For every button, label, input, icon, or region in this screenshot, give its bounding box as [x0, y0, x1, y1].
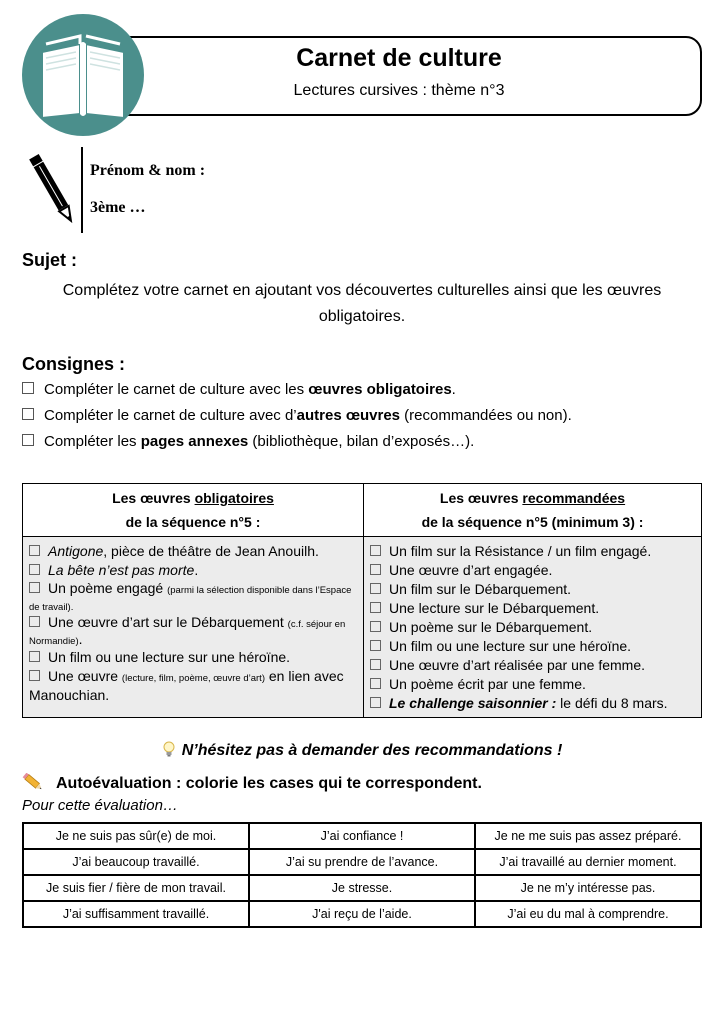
list-item: Une œuvre d’art sur le Débarquement (c.f. séjour en Normandie).	[29, 614, 346, 647]
sujet-heading: Sujet :	[22, 250, 78, 270]
checkbox[interactable]	[370, 545, 381, 556]
eval-cell[interactable]: J'ai reçu de l’aide.	[249, 901, 475, 927]
eval-cell[interactable]: Je ne me suis pas assez préparé.	[475, 823, 701, 849]
table-row	[23, 823, 701, 849]
list-item: Un film ou une lecture sur une héroïne.	[29, 648, 357, 667]
list-item: La bête n’est pas morte.	[29, 561, 357, 580]
obligatoires-header: Les œuvres obligatoires de la séquence n°5 :	[23, 484, 364, 537]
autoeval-intro: Pour cette évaluation…	[22, 797, 178, 814]
list-item: Une œuvre d’art engagée.	[370, 561, 695, 580]
list-item: Un poème engagé (parmi la sélection disponible dans l’Espace de travail).	[29, 580, 352, 613]
autoeval-heading-line	[22, 773, 482, 793]
checkbox[interactable]	[370, 564, 381, 575]
checkbox[interactable]	[370, 678, 381, 689]
checkbox[interactable]	[22, 434, 34, 446]
works-table	[22, 483, 702, 718]
list-item: Une œuvre d’art réalisée par une femme.	[370, 656, 695, 675]
checkbox[interactable]	[370, 659, 381, 670]
list-item: Antigone, pièce de théâtre de Jean Anouilh.	[29, 542, 357, 561]
book-icon	[22, 14, 144, 136]
class-label: 3ème …	[90, 199, 146, 216]
checkbox[interactable]	[370, 640, 381, 651]
pencil-icon	[28, 150, 76, 228]
eval-cell[interactable]: Je ne suis pas sûr(e) de moi.	[23, 823, 249, 849]
checkbox[interactable]	[370, 583, 381, 594]
checkbox[interactable]	[29, 670, 40, 681]
eval-cell[interactable]: J’ai confiance !	[249, 823, 475, 849]
list-item: Une lecture sur le Débarquement.	[370, 599, 695, 618]
eval-cell[interactable]: J’ai travaillé au dernier moment.	[475, 849, 701, 875]
eval-cell[interactable]: J’ai su prendre de l’avance.	[249, 849, 475, 875]
table-row	[23, 875, 701, 901]
checkbox[interactable]	[29, 545, 40, 556]
autoeval-heading: Autoévaluation : colorie les cases qui te correspondent.	[56, 775, 482, 792]
name-label: Prénom & nom :	[90, 162, 206, 179]
lightbulb-icon	[162, 741, 176, 757]
checkbox[interactable]	[29, 616, 40, 627]
list-item: Un film sur le Débarquement.	[370, 580, 695, 599]
checkbox[interactable]	[22, 408, 34, 420]
divider	[81, 147, 83, 233]
pencil-icon	[22, 773, 44, 791]
list-item: Le challenge saisonnier : le défi du 8 mars.	[370, 694, 695, 713]
hint-line: N’hésitez pas à demander des recommandations !	[22, 741, 702, 760]
checkbox[interactable]	[29, 582, 40, 593]
list-item: Un film ou une lecture sur une héroïne.	[370, 637, 695, 656]
page-subtitle: Lectures cursives : thème n°3	[293, 82, 505, 99]
list-item: Un poème sur le Débarquement.	[370, 618, 695, 637]
list-item: Un film sur la Résistance / un film engagé.	[370, 542, 695, 561]
list-item: Une œuvre (lecture, film, poème, œuvre d’art) en lien avec Manouchian.	[29, 668, 344, 703]
list-item: Un poème écrit par une femme.	[370, 675, 695, 694]
consigne-item: Compléter les pages annexes (bibliothèque, bilan d’exposés…).	[22, 433, 474, 450]
eval-cell[interactable]: J’ai beaucoup travaillé.	[23, 849, 249, 875]
eval-cell[interactable]: Je suis fier / fière de mon travail.	[23, 875, 249, 901]
consigne-item: Compléter le carnet de culture avec les œuvres obligatoires.	[22, 381, 456, 398]
sujet-text: Complétez votre carnet en ajoutant vos découvertes culturelles ainsi que les œuvres obligatoires.	[62, 282, 662, 325]
eval-cell[interactable]: J’ai suffisamment travaillé.	[23, 901, 249, 927]
checkbox[interactable]	[370, 602, 381, 613]
table-row	[23, 849, 701, 875]
eval-cell[interactable]: Je stresse.	[249, 875, 475, 901]
table-row	[23, 901, 701, 927]
page-title: Carnet de culture	[296, 44, 502, 72]
recommandees-header: Les œuvres recommandées de la séquence n°5 (minimum 3) :	[364, 484, 702, 537]
obligatoires-list	[23, 537, 364, 718]
consignes-heading: Consignes :	[22, 354, 126, 374]
eval-cell[interactable]: Je ne m’y intéresse pas.	[475, 875, 701, 901]
consigne-item: Compléter le carnet de culture avec d’autres œuvres (recommandées ou non).	[22, 407, 572, 424]
recommandees-list	[364, 537, 702, 718]
eval-cell[interactable]: J’ai eu du mal à comprendre.	[475, 901, 701, 927]
autoeval-grid	[22, 822, 702, 928]
checkbox[interactable]	[370, 697, 381, 708]
checkbox[interactable]	[370, 621, 381, 632]
checkbox[interactable]	[29, 651, 40, 662]
checkbox[interactable]	[29, 564, 40, 575]
checkbox[interactable]	[22, 382, 34, 394]
